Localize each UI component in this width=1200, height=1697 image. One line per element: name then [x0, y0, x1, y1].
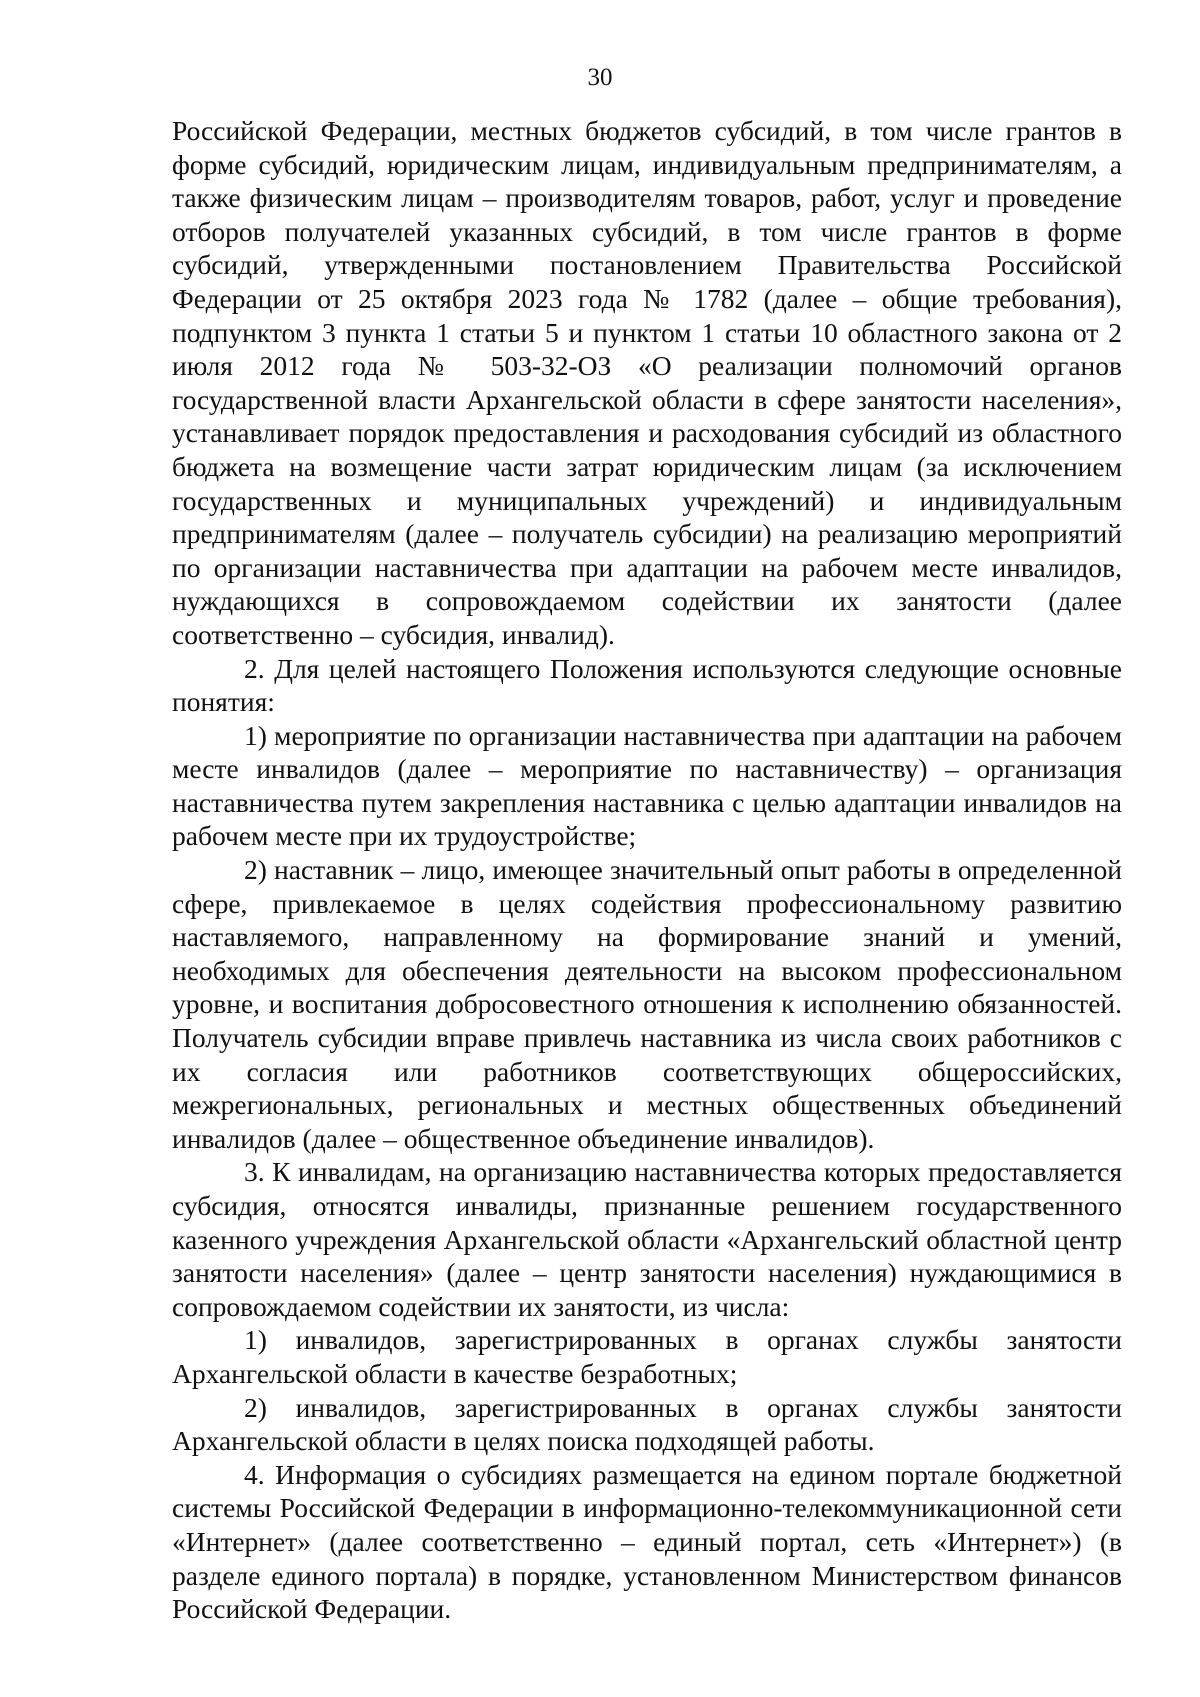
page-number: 30 — [587, 64, 613, 91]
paragraph-item-3: 3. К инвалидам, на организацию наставничества которых предоставляется субсидия, относятся инвалиды, признанные решением государственного казенного учреждения Архангельской области «Архангельский областной центр занятости населения» (далее – центр занятости населения) нуждающимися в сопровождаемом содействии их занятости, из числа: — [172, 1156, 1122, 1322]
paragraph-item-2: 2. Для целей настоящего Положения используются следующие основные понятия: — [172, 652, 1122, 718]
document-body — [172, 114, 1122, 1626]
paragraph-item-4: 4. Информация о субсидиях размещается на едином портале бюджетной системы Российской Федерации в информационно-телекоммуникационной сети «Интернет» (далее соответственно – единый портал, сеть «Интернет») (в разделе единого портала) в порядке, установленном Министерством финансов Российской Федерации. — [172, 1458, 1122, 1625]
paragraph-item-3-1: 1) инвалидов, зарегистрированных в органах службы занятости Архангельской области в качестве безработных; — [172, 1324, 1122, 1389]
paragraph-item-2-1: 1) мероприятие по организации наставничества при адаптации на рабочем месте инвалидов (далее – мероприятие по наставничеству) – организация наставничества путем закрепления наставника с целью адаптации инвалидов на рабочем месте при их трудоустройстве; — [172, 719, 1122, 852]
paragraph-item-2-2: 2) наставник – лицо, имеющее значительный опыт работы в определенной сфере, привлекаемое в целях содействия профессиональному развитию наставляемого, направленному на формирование знаний и умений, необходимых для обеспечения деятельности на высоком профессиональном уровне, и воспитания добросовестного отношения к исполнению обязанностей. Получатель субсидии вправе привлечь наставника из числа своих работников с их согласия или работников соответствующих общероссийских, межрегиональных, региональных и местных общественных объединений инвалидов (далее – общественное объединение инвалидов). — [172, 854, 1122, 1154]
paragraph-item-3-2: 2) инвалидов, зарегистрированных в органах службы занятости Архангельской области в целях поиска подходящей работы. — [172, 1391, 1122, 1457]
paragraph-intro: Российской Федерации, местных бюджетов субсидий, в том числе грантов в форме субсидий, юридическим лицам, индивидуальным предпринимателям, а также физическим лицам – производителям товаров, работ, услуг и проведение отборов получателей указанных субсидий, в том числе грантов в форме субсидий, утвержденными постановлением Правительства Российской Федерации от 25 октября 2023 года № 1782 (далее – общие требования), подпунктом 3 пункта 1 статьи 5 и пунктом 1 статьи 10 областного закона от 2 июля 2012 года № 503-32-ОЗ «О реализации полномочий органов государственной власти Архангельской области в сфере занятости населения», устанавливает порядок предоставления и расходования субсидий из областного бюджета на возмещение части затрат юридическим лицам (за исключением государственных и муниципальных учреждений) и индивидуальным предпринимателям (далее – получатель субсидии) на реализацию мероприятий по организации наставничества при адаптации на рабочем месте инвалидов, нуждающихся в сопровождаемом содействии их занятости (далее соответственно – субсидия, инвалид). — [172, 115, 1122, 650]
